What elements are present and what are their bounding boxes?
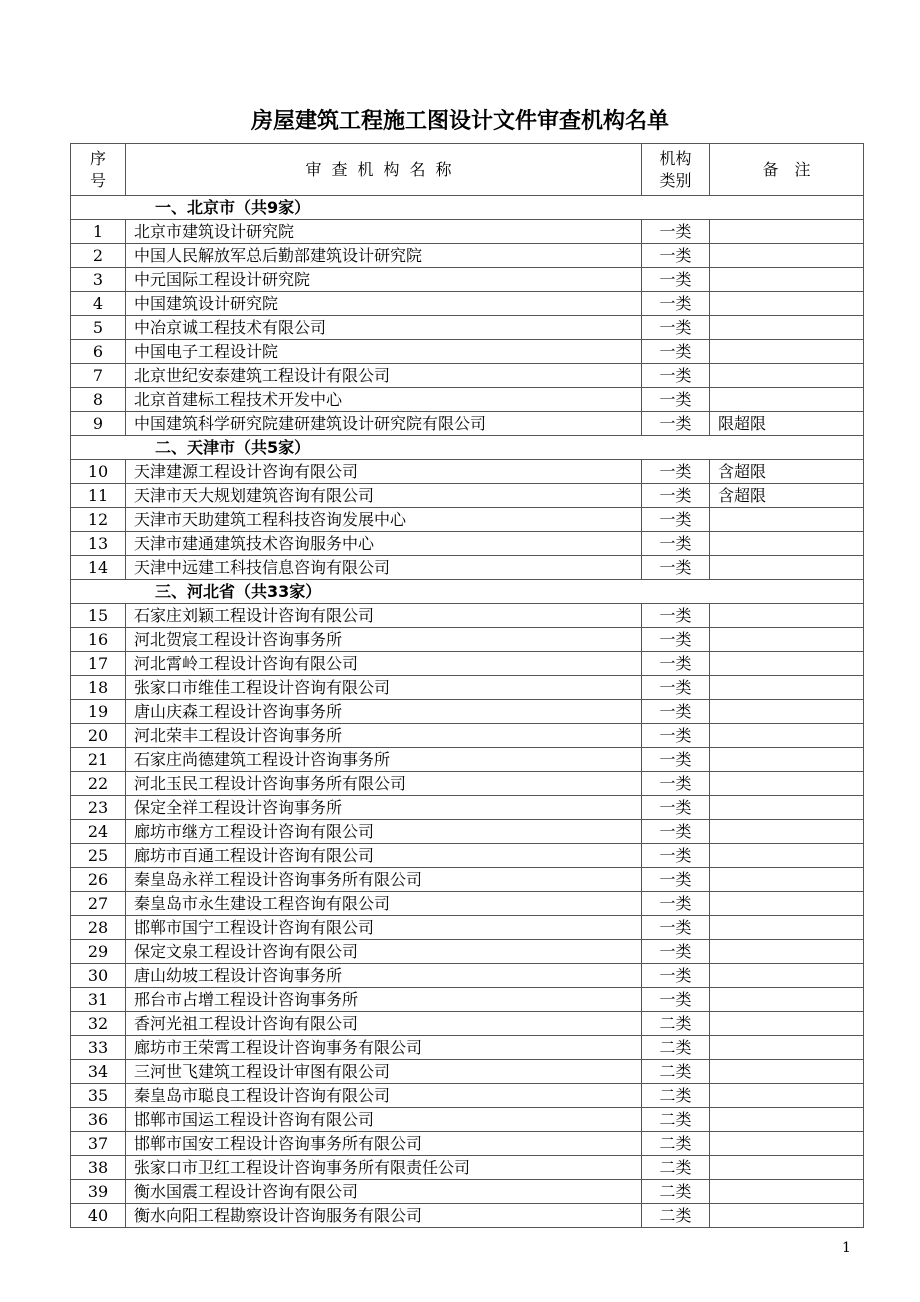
institution-name: 中冶京诚工程技术有限公司	[126, 316, 642, 340]
remark	[710, 1132, 864, 1156]
institution-name: 保定全祥工程设计咨询事务所	[126, 796, 642, 820]
institution-type: 一类	[642, 268, 710, 292]
institution-type: 一类	[642, 532, 710, 556]
table-row	[71, 796, 864, 820]
institution-type: 一类	[642, 892, 710, 916]
remark	[710, 532, 864, 556]
remark: 限超限	[710, 412, 864, 436]
table-row	[71, 1036, 864, 1060]
institution-type: 一类	[642, 364, 710, 388]
row-number: 15	[71, 604, 126, 628]
remark	[710, 940, 864, 964]
section-heading: 三、河北省（共33家）	[71, 580, 864, 604]
header-no	[71, 144, 126, 196]
table-row	[71, 460, 864, 484]
institution-name: 天津建源工程设计咨询有限公司	[126, 460, 642, 484]
remark	[710, 844, 864, 868]
remark	[710, 316, 864, 340]
institution-name: 三河世飞建筑工程设计审图有限公司	[126, 1060, 642, 1084]
institution-type: 一类	[642, 868, 710, 892]
remark	[710, 292, 864, 316]
institution-type: 一类	[642, 340, 710, 364]
table-row	[71, 244, 864, 268]
institution-type: 二类	[642, 1108, 710, 1132]
row-number: 5	[71, 316, 126, 340]
remark	[710, 604, 864, 628]
table-row	[71, 604, 864, 628]
institution-name: 香河光祖工程设计咨询有限公司	[126, 1012, 642, 1036]
header-note	[710, 144, 864, 196]
row-number: 38	[71, 1156, 126, 1180]
institution-type: 一类	[642, 964, 710, 988]
row-number: 24	[71, 820, 126, 844]
institution-name: 张家口市维佳工程设计咨询有限公司	[126, 676, 642, 700]
institution-type: 一类	[642, 844, 710, 868]
header-note-label: 备 注	[762, 159, 811, 179]
remark	[710, 388, 864, 412]
table-row	[71, 820, 864, 844]
institution-type: 一类	[642, 916, 710, 940]
institution-type: 一类	[642, 292, 710, 316]
table-row	[71, 412, 864, 436]
row-number: 1	[71, 220, 126, 244]
section-heading-row	[71, 196, 864, 220]
remark	[710, 892, 864, 916]
remark	[710, 724, 864, 748]
row-number: 6	[71, 340, 126, 364]
row-number: 22	[71, 772, 126, 796]
institution-type: 二类	[642, 1156, 710, 1180]
header-type-line2: 类别	[659, 170, 692, 190]
institution-name: 中国电子工程设计院	[126, 340, 642, 364]
row-number: 30	[71, 964, 126, 988]
remark	[710, 676, 864, 700]
row-number: 26	[71, 868, 126, 892]
institution-type: 二类	[642, 1204, 710, 1228]
institution-name: 中元国际工程设计研究院	[126, 268, 642, 292]
institution-name: 廊坊市百通工程设计咨询有限公司	[126, 844, 642, 868]
table-row	[71, 1180, 864, 1204]
row-number: 40	[71, 1204, 126, 1228]
institution-type: 一类	[642, 820, 710, 844]
row-number: 16	[71, 628, 126, 652]
table-row	[71, 316, 864, 340]
institution-name: 河北荣丰工程设计咨询事务所	[126, 724, 642, 748]
table-row	[71, 1060, 864, 1084]
remark	[710, 988, 864, 1012]
table-row	[71, 844, 864, 868]
institution-name: 邯郸市国安工程设计咨询事务所有限公司	[126, 1132, 642, 1156]
table-row	[71, 388, 864, 412]
institution-name: 廊坊市王荣霄工程设计咨询事务有限公司	[126, 1036, 642, 1060]
remark	[710, 1060, 864, 1084]
review-institutions-table	[70, 143, 864, 1228]
institution-name: 石家庄刘颖工程设计咨询有限公司	[126, 604, 642, 628]
institution-type: 一类	[642, 628, 710, 652]
institution-type: 一类	[642, 796, 710, 820]
remark	[710, 1180, 864, 1204]
institution-type: 二类	[642, 1060, 710, 1084]
remark	[710, 364, 864, 388]
remark	[710, 628, 864, 652]
table-row	[71, 1012, 864, 1036]
row-number: 34	[71, 1060, 126, 1084]
institution-type: 一类	[642, 316, 710, 340]
institution-type: 一类	[642, 724, 710, 748]
table-row	[71, 1132, 864, 1156]
row-number: 20	[71, 724, 126, 748]
row-number: 39	[71, 1180, 126, 1204]
institution-name: 北京首建标工程技术开发中心	[126, 388, 642, 412]
header-name	[126, 144, 642, 196]
table-row	[71, 940, 864, 964]
remark	[710, 1036, 864, 1060]
remark	[710, 916, 864, 940]
institution-name: 唐山庆森工程设计咨询事务所	[126, 700, 642, 724]
institution-type: 一类	[642, 676, 710, 700]
institution-type: 一类	[642, 652, 710, 676]
institution-name: 秦皇岛市聪良工程设计咨询有限公司	[126, 1084, 642, 1108]
institution-name: 河北贺宸工程设计咨询事务所	[126, 628, 642, 652]
table-row	[71, 748, 864, 772]
institution-type: 二类	[642, 1012, 710, 1036]
table-row	[71, 556, 864, 580]
institution-name: 邢台市占增工程设计咨询事务所	[126, 988, 642, 1012]
row-number: 29	[71, 940, 126, 964]
table-row	[71, 1156, 864, 1180]
table-row	[71, 700, 864, 724]
institution-name: 中国建筑设计研究院	[126, 292, 642, 316]
row-number: 28	[71, 916, 126, 940]
row-number: 14	[71, 556, 126, 580]
row-number: 32	[71, 1012, 126, 1036]
table-row	[71, 340, 864, 364]
institution-type: 一类	[642, 748, 710, 772]
remark	[710, 340, 864, 364]
table-row	[71, 532, 864, 556]
institution-name: 保定文泉工程设计咨询有限公司	[126, 940, 642, 964]
institution-name: 邯郸市国运工程设计咨询有限公司	[126, 1108, 642, 1132]
section-heading-row	[71, 436, 864, 460]
table-row	[71, 1108, 864, 1132]
header-name-label: 审查机构名称	[305, 159, 462, 179]
institution-name: 唐山幼坡工程设计咨询事务所	[126, 964, 642, 988]
row-number: 11	[71, 484, 126, 508]
table-row	[71, 892, 864, 916]
institution-name: 天津中远建工科技信息咨询有限公司	[126, 556, 642, 580]
remark	[710, 772, 864, 796]
institution-name: 秦皇岛永祥工程设计咨询事务所有限公司	[126, 868, 642, 892]
remark	[710, 1204, 864, 1228]
remark	[710, 508, 864, 532]
remark	[710, 700, 864, 724]
remark	[710, 1108, 864, 1132]
section-heading: 一、北京市（共9家）	[71, 196, 864, 220]
institution-type: 二类	[642, 1180, 710, 1204]
row-number: 8	[71, 388, 126, 412]
institution-type: 一类	[642, 388, 710, 412]
row-number: 27	[71, 892, 126, 916]
header-type-line1: 机构	[659, 148, 692, 168]
row-number: 9	[71, 412, 126, 436]
remark	[710, 1084, 864, 1108]
table-row	[71, 364, 864, 388]
institution-name: 廊坊市继方工程设计咨询有限公司	[126, 820, 642, 844]
table-row	[71, 916, 864, 940]
row-number: 36	[71, 1108, 126, 1132]
institution-type: 一类	[642, 772, 710, 796]
table-row	[71, 652, 864, 676]
row-number: 23	[71, 796, 126, 820]
table-header-row	[71, 144, 864, 196]
institution-type: 二类	[642, 1036, 710, 1060]
remark	[710, 1156, 864, 1180]
institution-name: 衡水国震工程设计咨询有限公司	[126, 1180, 642, 1204]
institution-name: 张家口市卫红工程设计咨询事务所有限责任公司	[126, 1156, 642, 1180]
institution-type: 一类	[642, 940, 710, 964]
table-row	[71, 1204, 864, 1228]
table-row	[71, 292, 864, 316]
remark	[710, 244, 864, 268]
institution-type: 一类	[642, 484, 710, 508]
institution-type: 一类	[642, 700, 710, 724]
page-number: 1	[842, 1240, 851, 1256]
row-number: 4	[71, 292, 126, 316]
section-heading-row	[71, 580, 864, 604]
institution-type: 一类	[642, 988, 710, 1012]
table-row	[71, 676, 864, 700]
remark	[710, 652, 864, 676]
row-number: 7	[71, 364, 126, 388]
table-row	[71, 268, 864, 292]
institution-name: 北京世纪安泰建筑工程设计有限公司	[126, 364, 642, 388]
remark	[710, 220, 864, 244]
institution-type: 一类	[642, 604, 710, 628]
institution-name: 石家庄尚德建筑工程设计咨询事务所	[126, 748, 642, 772]
table-row	[71, 988, 864, 1012]
institution-name: 河北霄岭工程设计咨询有限公司	[126, 652, 642, 676]
institution-type: 二类	[642, 1084, 710, 1108]
institution-type: 一类	[642, 508, 710, 532]
row-number: 18	[71, 676, 126, 700]
row-number: 3	[71, 268, 126, 292]
institution-name: 中国建筑科学研究院建研建筑设计研究院有限公司	[126, 412, 642, 436]
table-row	[71, 508, 864, 532]
remark: 含超限	[710, 484, 864, 508]
table-row	[71, 724, 864, 748]
institution-type: 一类	[642, 460, 710, 484]
remark	[710, 796, 864, 820]
institution-type: 一类	[642, 412, 710, 436]
remark	[710, 868, 864, 892]
table-row	[71, 484, 864, 508]
table-row	[71, 628, 864, 652]
table-row	[71, 772, 864, 796]
remark: 含超限	[710, 460, 864, 484]
row-number: 12	[71, 508, 126, 532]
header-no-line2: 号	[89, 170, 106, 190]
remark	[710, 1012, 864, 1036]
section-heading: 二、天津市（共5家）	[71, 436, 864, 460]
row-number: 17	[71, 652, 126, 676]
institution-type: 一类	[642, 220, 710, 244]
row-number: 21	[71, 748, 126, 772]
institution-type: 一类	[642, 556, 710, 580]
row-number: 33	[71, 1036, 126, 1060]
row-number: 31	[71, 988, 126, 1012]
institution-name: 秦皇岛市永生建设工程咨询有限公司	[126, 892, 642, 916]
institution-type: 一类	[642, 244, 710, 268]
header-type	[642, 144, 710, 196]
institution-name: 河北玉民工程设计咨询事务所有限公司	[126, 772, 642, 796]
document-title: 房屋建筑工程施工图设计文件审查机构名单	[250, 109, 669, 134]
row-number: 10	[71, 460, 126, 484]
row-number: 13	[71, 532, 126, 556]
remark	[710, 820, 864, 844]
table-row	[71, 868, 864, 892]
remark	[710, 556, 864, 580]
header-no-line1: 序	[89, 148, 106, 168]
institution-name: 天津市天大规划建筑咨询有限公司	[126, 484, 642, 508]
institution-name: 邯郸市国宁工程设计咨询有限公司	[126, 916, 642, 940]
institution-name: 天津市天助建筑工程科技咨询发展中心	[126, 508, 642, 532]
institution-name: 中国人民解放军总后勤部建筑设计研究院	[126, 244, 642, 268]
remark	[710, 268, 864, 292]
institution-name: 衡水向阳工程勘察设计咨询服务有限公司	[126, 1204, 642, 1228]
table-row	[71, 220, 864, 244]
remark	[710, 748, 864, 772]
institution-name: 北京市建筑设计研究院	[126, 220, 642, 244]
table-row	[71, 1084, 864, 1108]
row-number: 2	[71, 244, 126, 268]
row-number: 19	[71, 700, 126, 724]
row-number: 25	[71, 844, 126, 868]
row-number: 35	[71, 1084, 126, 1108]
table-row	[71, 964, 864, 988]
institution-type: 二类	[642, 1132, 710, 1156]
row-number: 37	[71, 1132, 126, 1156]
institution-name: 天津市建通建筑技术咨询服务中心	[126, 532, 642, 556]
remark	[710, 964, 864, 988]
